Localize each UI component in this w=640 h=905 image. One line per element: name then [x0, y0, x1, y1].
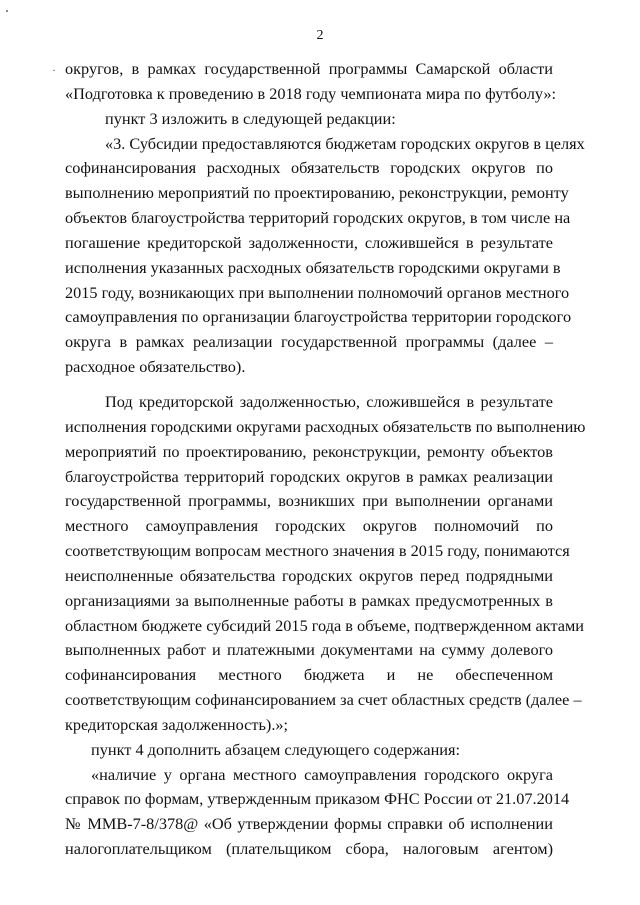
text-line: погашение кредиторской задолженности, сложившейся в результате: [65, 232, 553, 252]
text-line: «наличие у органа местного самоуправления городского округа: [91, 764, 553, 784]
text-line: «Подготовка к проведению в 2018 году чемпионата мира по футболу»:: [65, 83, 557, 103]
text-line: налогоплательщиком (плательщиком сбора, налоговым агентом): [65, 839, 553, 859]
paragraph-instruction-4: [65, 738, 553, 763]
text-line: справок по формам, утвержденным приказом ФНС России от 21.07.2014: [65, 789, 570, 809]
text-line: мероприятий по проектированию, реконструкции, ремонту объектов: [65, 441, 553, 461]
text-line: округов, в рамках государственной программы Самарской области: [65, 59, 553, 78]
text-line: Под кредиторской задолженностью, сложившейся в результате: [105, 391, 553, 411]
scan-artifact: [6, 10, 8, 12]
margin-mark: ·: [52, 63, 56, 77]
text-line: исполнения городскими округами расходных обязательств по выполнению: [65, 416, 586, 436]
document-body: [65, 57, 586, 862]
text-line: местного самоуправления городских округов полномочий по: [65, 516, 553, 536]
text-line: организациями за выполненные работы в рамках предусмотренных в: [65, 590, 553, 610]
text-line: соответствующим софинансированием за счет областных средств (далее –: [65, 690, 582, 710]
text-line: софинансирования местного бюджета и не обеспеченном: [65, 665, 553, 685]
text-line: № ММВ-7-8/378@ «Об утверждении формы справки об исполнении: [65, 814, 553, 834]
text-line: расходное обязательство).: [65, 357, 246, 377]
text-line: объектов благоустройства территорий городских округов, в том числе на: [65, 208, 571, 228]
paragraph-debt-definition: [65, 390, 586, 738]
text-line: неисполненные обязательства городских округов перед подрядными: [65, 565, 553, 585]
text-line: кредиторская задолженность).»;: [65, 714, 289, 734]
text-line: соответствующим вопросам местного значения в 2015 году, понимаются: [65, 541, 570, 561]
paragraph-new-clause: [65, 763, 570, 862]
text-line: округа в рамках реализации государственной программы (далее –: [65, 332, 553, 352]
paragraph-continuation: [65, 57, 557, 107]
text-line: выполнению мероприятий по проектированию, реконструкции, ремонту: [65, 183, 569, 203]
text-line: государственной программы, возникших при выполнении органами: [65, 491, 553, 511]
paragraph-instruction-3: [65, 107, 553, 132]
page-number: 2: [316, 28, 324, 43]
text-line: благоустройства территорий городских округов в рамках реализации: [65, 466, 553, 486]
paragraph-clause-3: [65, 132, 585, 380]
text-line: выполненных работ и платежными документами на сумму долевого: [65, 640, 553, 660]
text-line: 2015 году, возникающих при выполнении полномочий органов местного: [65, 282, 570, 302]
text-line: областном бюджете субсидий 2015 года в объеме, подтвержденном актами: [65, 615, 585, 635]
text-line: самоуправления по организации благоустройства территории городского: [65, 307, 572, 327]
text-line: «3. Субсидии предоставляются бюджетам городских округов в целях: [105, 133, 585, 153]
text-line: пункт 3 изложить в следующей редакции:: [105, 108, 396, 128]
text-line: пункт 4 дополнить абзацем следующего содержания:: [91, 739, 461, 759]
text-line: исполнения указанных расходных обязательств городскими округами в: [65, 257, 561, 277]
text-line: софинансирования расходных обязательств городских округов по: [65, 158, 553, 178]
